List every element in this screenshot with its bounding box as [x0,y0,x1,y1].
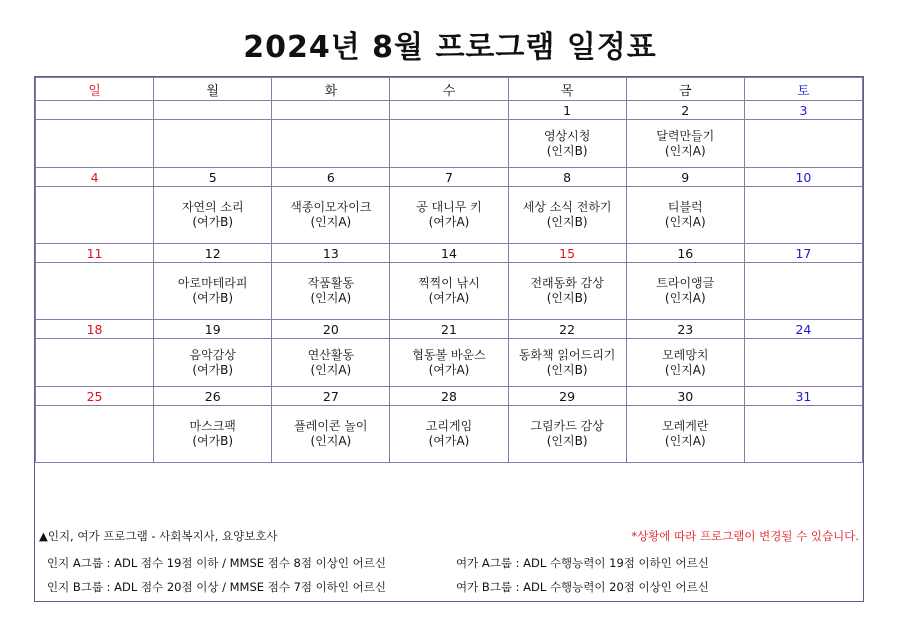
program-group: (인지A) [310,215,352,229]
program-group: (인지A) [664,291,706,305]
program-group: (여가A) [428,362,470,377]
program-group: (여가A) [428,215,470,229]
program-name: 트라이앵글 [656,276,715,290]
criteria-leisure-a: 여가 A그룹 : ADL 수행능력이 19점 이하인 어르신 [456,556,709,570]
criteria-cognitive-a: 인지 A그룹 : ADL 점수 19점 이하 / MMSE 점수 8점 이상인 어르신 [47,556,386,570]
date-cell: 14 [390,244,508,263]
staff-note: ▲인지, 여가 프로그램 - 사회복지사, 요양보호사 [39,529,278,543]
program-name: 작품활동 [307,276,355,290]
program-name: 고리게임 [425,419,473,433]
event-cell [744,339,862,387]
date-cell: 24 [744,320,862,339]
program-group: (여가A) [428,291,470,305]
event-cell [154,339,272,387]
date-cell: 18 [36,320,154,339]
date-row [36,168,863,187]
event-cell [390,120,508,168]
program-group: (인지A) [310,291,352,305]
date-row [36,320,863,339]
date-cell [36,101,154,120]
date-cell: 22 [508,320,626,339]
date-cell: 11 [36,244,154,263]
date-cell: 27 [272,387,390,406]
program-name: 음악감상 [189,347,236,362]
date-cell: 17 [744,244,862,263]
date-cell [154,101,272,120]
program-name: 자연의 소리 [181,200,244,214]
program-group: (인지B) [546,291,588,305]
event-cell [272,339,390,387]
date-cell: 30 [626,387,744,406]
program-name: 연산활동 [307,347,355,362]
event-cell [272,120,390,168]
date-cell: 31 [744,387,862,406]
program-name: 모레게란 [662,419,709,433]
program-group: (인지B) [546,215,588,229]
event-cell [154,120,272,168]
event-cell [36,187,154,244]
program-group: (인지A) [664,434,706,448]
program-name: 마스크팩 [189,419,236,433]
date-row [36,101,863,120]
event-cell [626,406,744,463]
event-cell [626,187,744,244]
notes-section [35,520,863,601]
event-cell [626,120,744,168]
date-cell: 19 [154,320,272,339]
program-name: 전래동화 감상 [530,276,604,290]
page-title: 2024년 8월 프로그램 일정표 [243,30,657,65]
date-cell: 25 [36,387,154,406]
event-cell [272,263,390,320]
date-cell: 6 [272,168,390,187]
date-cell [272,101,390,120]
event-row [36,120,863,168]
date-cell: 15 [508,244,626,263]
event-cell [508,187,626,244]
date-cell: 13 [272,244,390,263]
program-name: 영상시청 [543,128,591,143]
calendar-body [36,101,863,463]
date-cell: 20 [272,320,390,339]
event-cell [744,263,862,320]
date-cell: 29 [508,387,626,406]
criteria-leisure-b: 여가 B그룹 : ADL 수행능력이 20점 이상인 어르신 [456,580,709,594]
event-cell [508,406,626,463]
event-cell [36,120,154,168]
program-group: (인지B) [546,143,588,158]
event-cell [36,263,154,320]
program-name: 동화책 읽어드리기 [518,347,616,362]
date-row [36,244,863,263]
date-cell: 2 [626,101,744,120]
program-name: 협동볼 바운스 [412,347,486,362]
event-cell [744,120,862,168]
date-cell: 4 [36,168,154,187]
program-name: 찍찍이 낚시 [418,276,480,290]
program-group: (여가B) [192,291,234,305]
event-cell [744,187,862,244]
weekday-sat: 토 [744,78,862,101]
program-name: 공 대니무 키 [416,200,482,214]
date-cell: 21 [390,320,508,339]
weekday-wed: 수 [390,78,508,101]
program-group: (여가B) [192,362,234,377]
program-group: (여가B) [192,434,234,448]
calendar-table [35,77,863,463]
event-cell [36,406,154,463]
date-cell: 16 [626,244,744,263]
event-cell [390,339,508,387]
event-cell [154,406,272,463]
event-cell [626,263,744,320]
program-name: 티블럭 [667,200,703,214]
program-name: 모레망치 [662,347,709,362]
event-cell [154,187,272,244]
weekday-tue: 화 [272,78,390,101]
program-group: (인지B) [546,434,588,448]
event-cell [154,263,272,320]
program-name: 아로마테라피 [177,276,248,290]
date-cell: 28 [390,387,508,406]
date-cell: 1 [508,101,626,120]
date-cell: 23 [626,320,744,339]
date-cell [390,101,508,120]
weekday-sun: 일 [36,78,154,101]
weekday-mon: 월 [154,78,272,101]
date-cell: 5 [154,168,272,187]
event-cell [626,339,744,387]
program-group: (인지A) [310,362,352,377]
change-warning: *상황에 따라 프로그램이 변경될 수 있습니다. [631,529,859,543]
date-cell: 26 [154,387,272,406]
event-cell [36,339,154,387]
event-cell [744,406,862,463]
program-group: (인지A) [664,362,706,377]
event-row [36,339,863,387]
program-group: (인지A) [664,215,706,229]
program-group: (인지A) [664,143,706,158]
date-cell: 8 [508,168,626,187]
date-cell: 9 [626,168,744,187]
program-name: 플레이콘 놀이 [294,419,368,433]
event-cell [390,187,508,244]
criteria-cognitive-b: 인지 B그룹 : ADL 점수 20점 이상 / MMSE 점수 7점 이하인 어르신 [47,580,386,594]
event-cell [508,339,626,387]
event-cell [508,120,626,168]
program-name: 그림카드 감상 [530,419,604,433]
event-cell [272,406,390,463]
program-name: 색종이모자이크 [290,200,372,214]
event-cell [390,263,508,320]
date-cell: 7 [390,168,508,187]
event-cell [272,187,390,244]
date-row [36,387,863,406]
event-cell [508,263,626,320]
event-row [36,406,863,463]
date-cell: 3 [744,101,862,120]
weekday-fri: 금 [626,78,744,101]
program-group: (인지A) [310,434,352,448]
program-group: (여가A) [428,434,470,448]
event-cell [390,406,508,463]
event-row [36,187,863,244]
program-name: 세상 소식 전하기 [522,200,612,214]
program-name: 달력만들기 [656,128,715,143]
weekday-header-row [36,78,863,101]
program-group: (여가B) [192,215,234,229]
weekday-thu: 목 [508,78,626,101]
event-row [36,263,863,320]
program-group: (인지B) [546,362,588,377]
date-cell: 10 [744,168,862,187]
date-cell: 12 [154,244,272,263]
